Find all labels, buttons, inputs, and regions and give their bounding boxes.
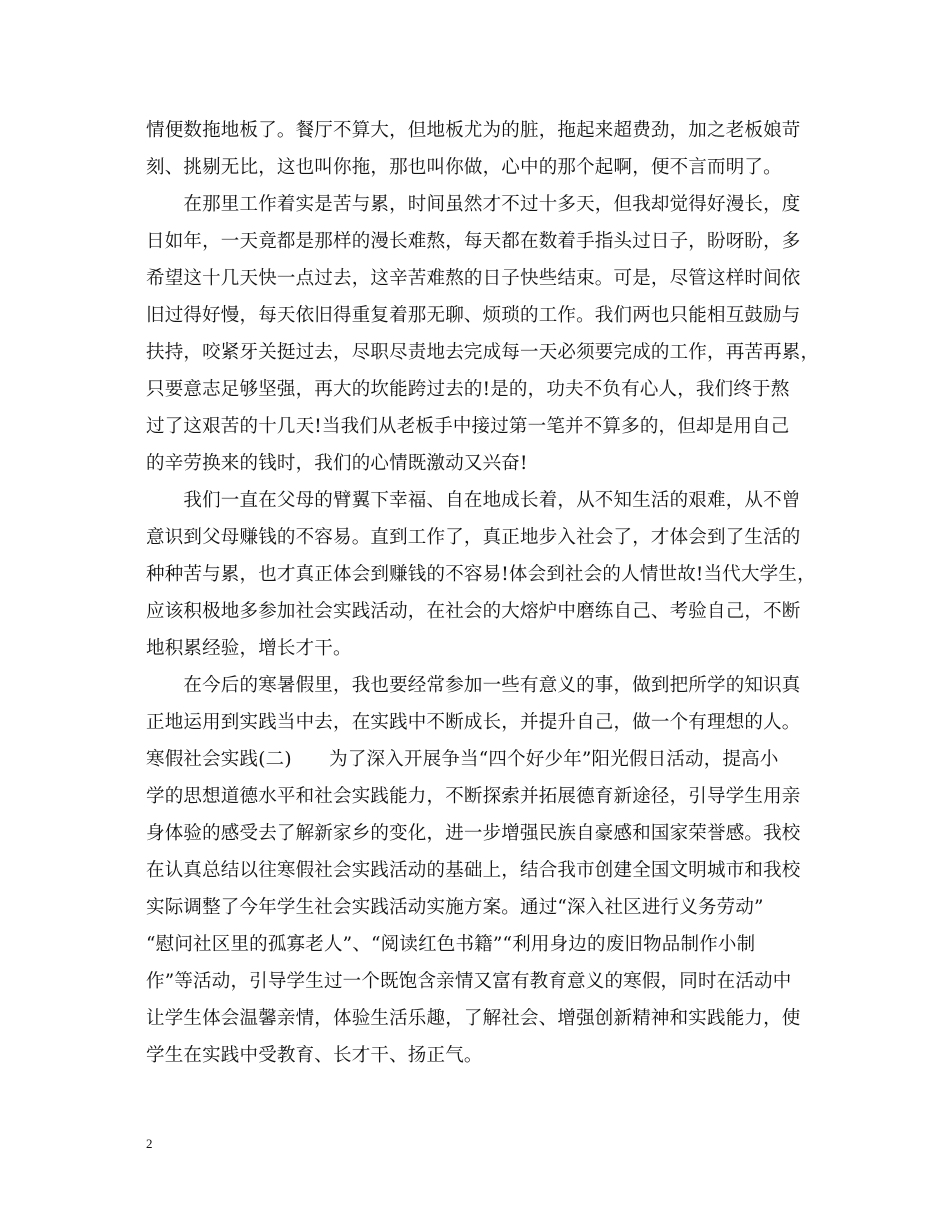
text-line: 旧过得好慢，每天依旧得重复着那无聊、烦琐的工作。我们两也只能相互鼓励与 [146, 305, 801, 326]
text-line: 身体验的感受去了解新家乡的变化，进一步增强民族自豪感和国家荣誉感。我校 [146, 823, 801, 844]
text-line: 意识到父母赚钱的不容易。直到工作了，真正地步入社会了，才体会到了生活的 [146, 527, 801, 548]
text-line: 学的思想道德水平和社会实践能力，不断探索并拓展德育新途径，引导学生用亲 [146, 786, 801, 807]
text-line: 刻、挑剔无比，这也叫你拖，那也叫你做，心中的那个起啊，便不言而明了。 [146, 157, 782, 178]
text-line: 在认真总结以往寒假社会实践活动的基础上，结合我市创建全国文明城市和我校 [146, 860, 801, 881]
text-line: 过了这艰苦的十几天!当我们从老板手中接过第一笔并不算多的，但却是用自己 [146, 416, 790, 437]
text-line: 希望这十几天快一点过去，这辛苦难熬的日子快些结束。可是，尽管这样时间依 [146, 268, 801, 289]
text-line: 我们一直在父母的臂翼下幸福、自在地成长着，从不知生活的艰难，从不曾 [146, 490, 801, 511]
text-line: 实际调整了今年学生社会实践活动实施方案。通过“深入社区进行义务劳动” [146, 897, 764, 918]
section-heading-line: 寒假社会实践(二) 为了深入开展争当“四个好少年”阳光假日活动，提高小 [146, 749, 779, 770]
text-line: 让学生体会温馨亲情，体验生活乐趣，了解社会、增强创新精神和实践能力，使 [146, 1008, 801, 1029]
text-line: 应该积极地多参加社会实践活动，在社会的大熔炉中磨练自己、考验自己，不断 [146, 601, 801, 622]
text-line: 扶持，咬紧牙关挺过去，尽职尽责地去完成每一天必须要完成的工作，再苦再累， [146, 342, 820, 363]
text-line: 的辛劳换来的钱时，我们的心情既激动又兴奋! [146, 453, 528, 474]
text-line: 种种苦与累，也才真正体会到赚钱的不容易!体会到社会的人情世故!当代大学生， [146, 564, 816, 585]
text-line: 日如年，一天竟都是那样的漫长难熬，每天都在数着手指头过日子，盼呀盼，多 [146, 231, 801, 252]
text-line: “慰问社区里的孤寡老人”、“阅读红色书籍”“利用身边的废旧物品制作小制 [146, 934, 756, 955]
text-line: 在今后的寒暑假里，我也要经常参加一些有意义的事，做到把所学的知识真 [146, 675, 801, 696]
text-line: 在那里工作着实是苦与累，时间虽然才不过十多天，但我却觉得好漫长，度 [146, 194, 801, 215]
text-line: 只要意志足够坚强，再大的坎能跨过去的!是的，功夫不负有心人，我们终于熬 [146, 379, 790, 400]
text-line: 学生在实践中受教育、长才干、扬正气。 [146, 1045, 483, 1066]
text-line: 地积累经验，增长才干。 [146, 638, 352, 659]
text-line: 正地运用到实践当中去，在实践中不断成长，并提升自己，做一个有理想的人。 [146, 712, 801, 733]
text-line: 情便数拖地板了。餐厅不算大，但地板尤为的脏，拖起来超费劲，加之老板娘苛 [146, 120, 801, 141]
page-number: 2 [146, 1136, 153, 1151]
text-line: 作”等活动，引导学生过一个既饱含亲情又富有教育意义的寒假，同时在活动中 [146, 971, 792, 992]
